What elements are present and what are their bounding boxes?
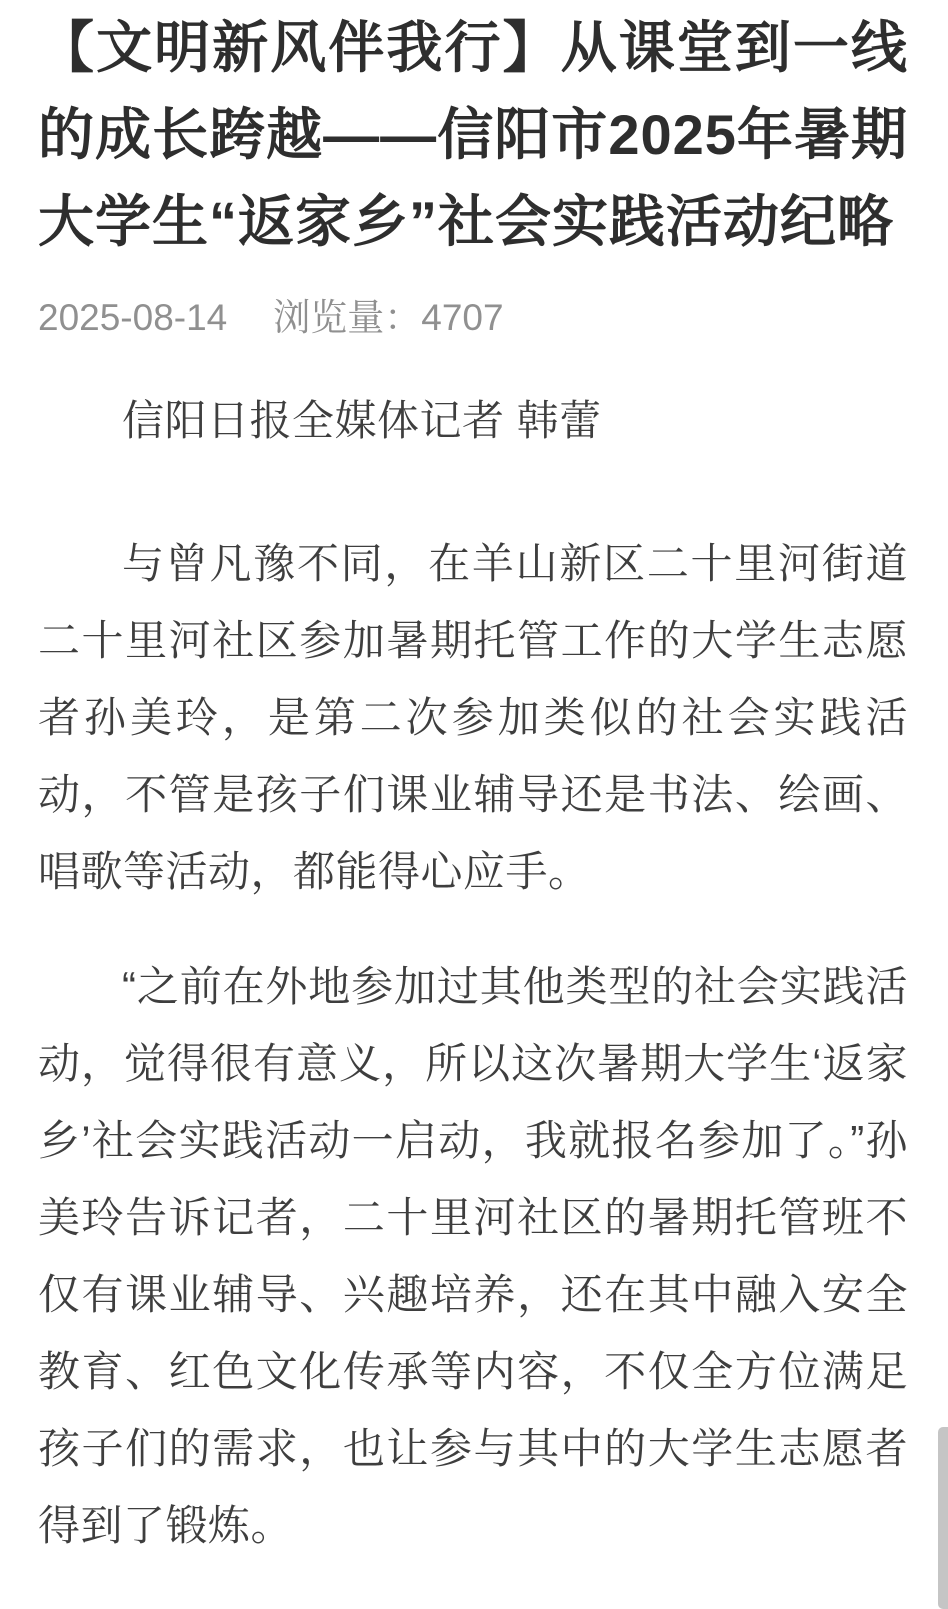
- scrollbar-thumb[interactable]: [938, 1427, 948, 1609]
- byline: 信阳日报全媒体记者 韩蕾: [122, 397, 602, 444]
- paragraph: 与曾凡豫不同，在羊山新区二十里河街道二十里河社区参加暑期托管工作的大学生志愿者孙美玲，是第二次参加类似的社会实践活动，不管是孩子们课业辅导还是书法、绘画、唱歌等活动，都能得心应手。: [38, 540, 908, 895]
- view-count-value: 4707: [421, 297, 504, 338]
- article-meta: [38, 298, 908, 338]
- paragraph: “之前在外地参加过其他类型的社会实践活动，觉得很有意义，所以这次暑期大学生‘返家乡’社会实践活动一启动，我就报名参加了。”孙美玲告诉记者，二十里河社区的暑期托管班不仅有课业辅导、兴趣培养，还在其中融入安全教育、红色文化传承等内容，不仅全方位满足孩子们的需求，也让参与其中的大学生志愿者得到了锻炼。: [38, 963, 908, 1549]
- view-count: [273, 298, 503, 338]
- article-title: 【文明新风伴我行】从课堂到一线的成长跨越——信阳市2025年暑期大学生“返家乡”社会实践活动纪略: [38, 16, 908, 253]
- publish-date: 2025-08-14: [38, 297, 228, 338]
- article-body: [38, 382, 908, 1564]
- view-count-label: 浏览量：: [273, 297, 422, 338]
